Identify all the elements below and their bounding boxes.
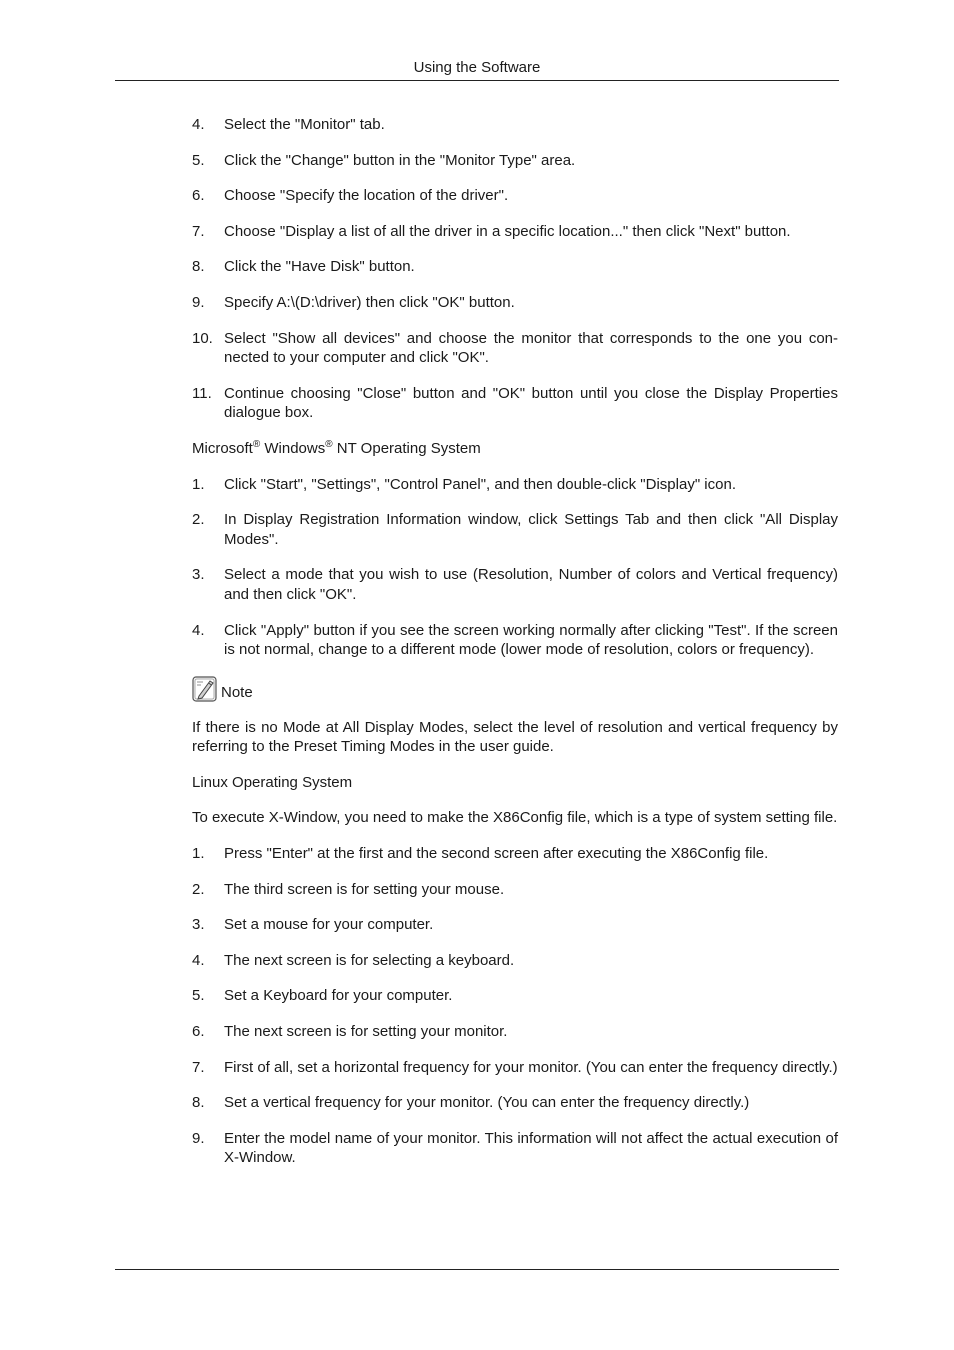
list-item: 1. Press "Enter" at the first and the second screen after executing the X86Config file.: [192, 845, 769, 863]
list-item: 9. Specify A:\(D:\driver) then click "OK" button.: [192, 293, 515, 311]
note-label: Note: [221, 683, 253, 701]
list-item: 8. Set a vertical frequency for your monitor. (You can enter the frequency directly.): [192, 1094, 750, 1112]
page-content: [192, 115, 838, 1184]
list-item: 5. Click the "Change" button in the "Monitor Type" area.: [192, 151, 576, 169]
list-item: 6. The next screen is for setting your monitor.: [192, 1023, 508, 1041]
list-item: 3. Set a mouse for your computer.: [192, 916, 434, 934]
steps-list-driver: [192, 115, 838, 423]
footer-rule: [115, 1269, 839, 1270]
note-text: If there is no Mode at All Display Modes, select the level of resolution and vertical frequency by referring to the Preset Timing Modes in the user guide.: [192, 718, 838, 756]
list-item: 4. Select the "Monitor" tab.: [192, 116, 385, 133]
list-item: 3. Select a mode that you wish to use (Resolution, Number of colors and Vertical frequency) and then click "OK".: [192, 566, 838, 603]
list-item: 6. Choose "Specify the location of the driver".: [192, 187, 509, 205]
list-item: 10. Select "Show all devices" and choose the monitor that corresponds to the one you con-nected to your computer and click "OK".: [192, 329, 838, 367]
list-item: 4. Click "Apply" button if you see the screen working normally after clicking "Test". If the screen is not normal, change to a different mode (lower mode of resolution, colors or frequency).: [192, 621, 838, 659]
list-item: 7. First of all, set a horizontal frequency for your monitor. (You can enter the frequency directly.): [192, 1058, 838, 1076]
list-item: 8. Click the "Have Disk" button.: [192, 258, 415, 276]
list-item: 1. Click "Start", "Settings", "Control Panel", and then double-click "Display" icon.: [192, 475, 736, 493]
header-rule: [115, 80, 839, 81]
list-item: 9. Enter the model name of your monitor. This information will not affect the actual execution of X-Window.: [192, 1129, 838, 1167]
note-pencil-icon: [192, 676, 217, 702]
note-callout: [192, 674, 838, 702]
list-item: 5. Set a Keyboard for your computer.: [192, 987, 453, 1005]
linux-intro: To execute X-Window, you need to make the X86Config file, which is a type of system setting file.: [192, 809, 838, 827]
section-heading-windows-nt: Microsoft® Windows® NT Operating System: [192, 438, 481, 457]
list-item: 7. Choose "Display a list of all the driver in a specific location..." then click "Next" button.: [192, 222, 791, 240]
list-item: 2. In Display Registration Information window, click Settings Tab and then click "All Display Modes".: [192, 511, 838, 548]
list-item: 2. The third screen is for setting your mouse.: [192, 880, 505, 898]
page-header-title: Using the Software: [413, 59, 541, 76]
steps-list-windows-nt: [192, 475, 838, 660]
list-item: 11. Continue choosing "Close" button and "OK" button until you close the Display Properties dialogue box.: [192, 384, 838, 422]
list-item: 4. The next screen is for selecting a keyboard.: [192, 951, 515, 969]
section-heading-linux: Linux Operating System: [192, 773, 353, 791]
steps-list-linux: [192, 844, 838, 1168]
